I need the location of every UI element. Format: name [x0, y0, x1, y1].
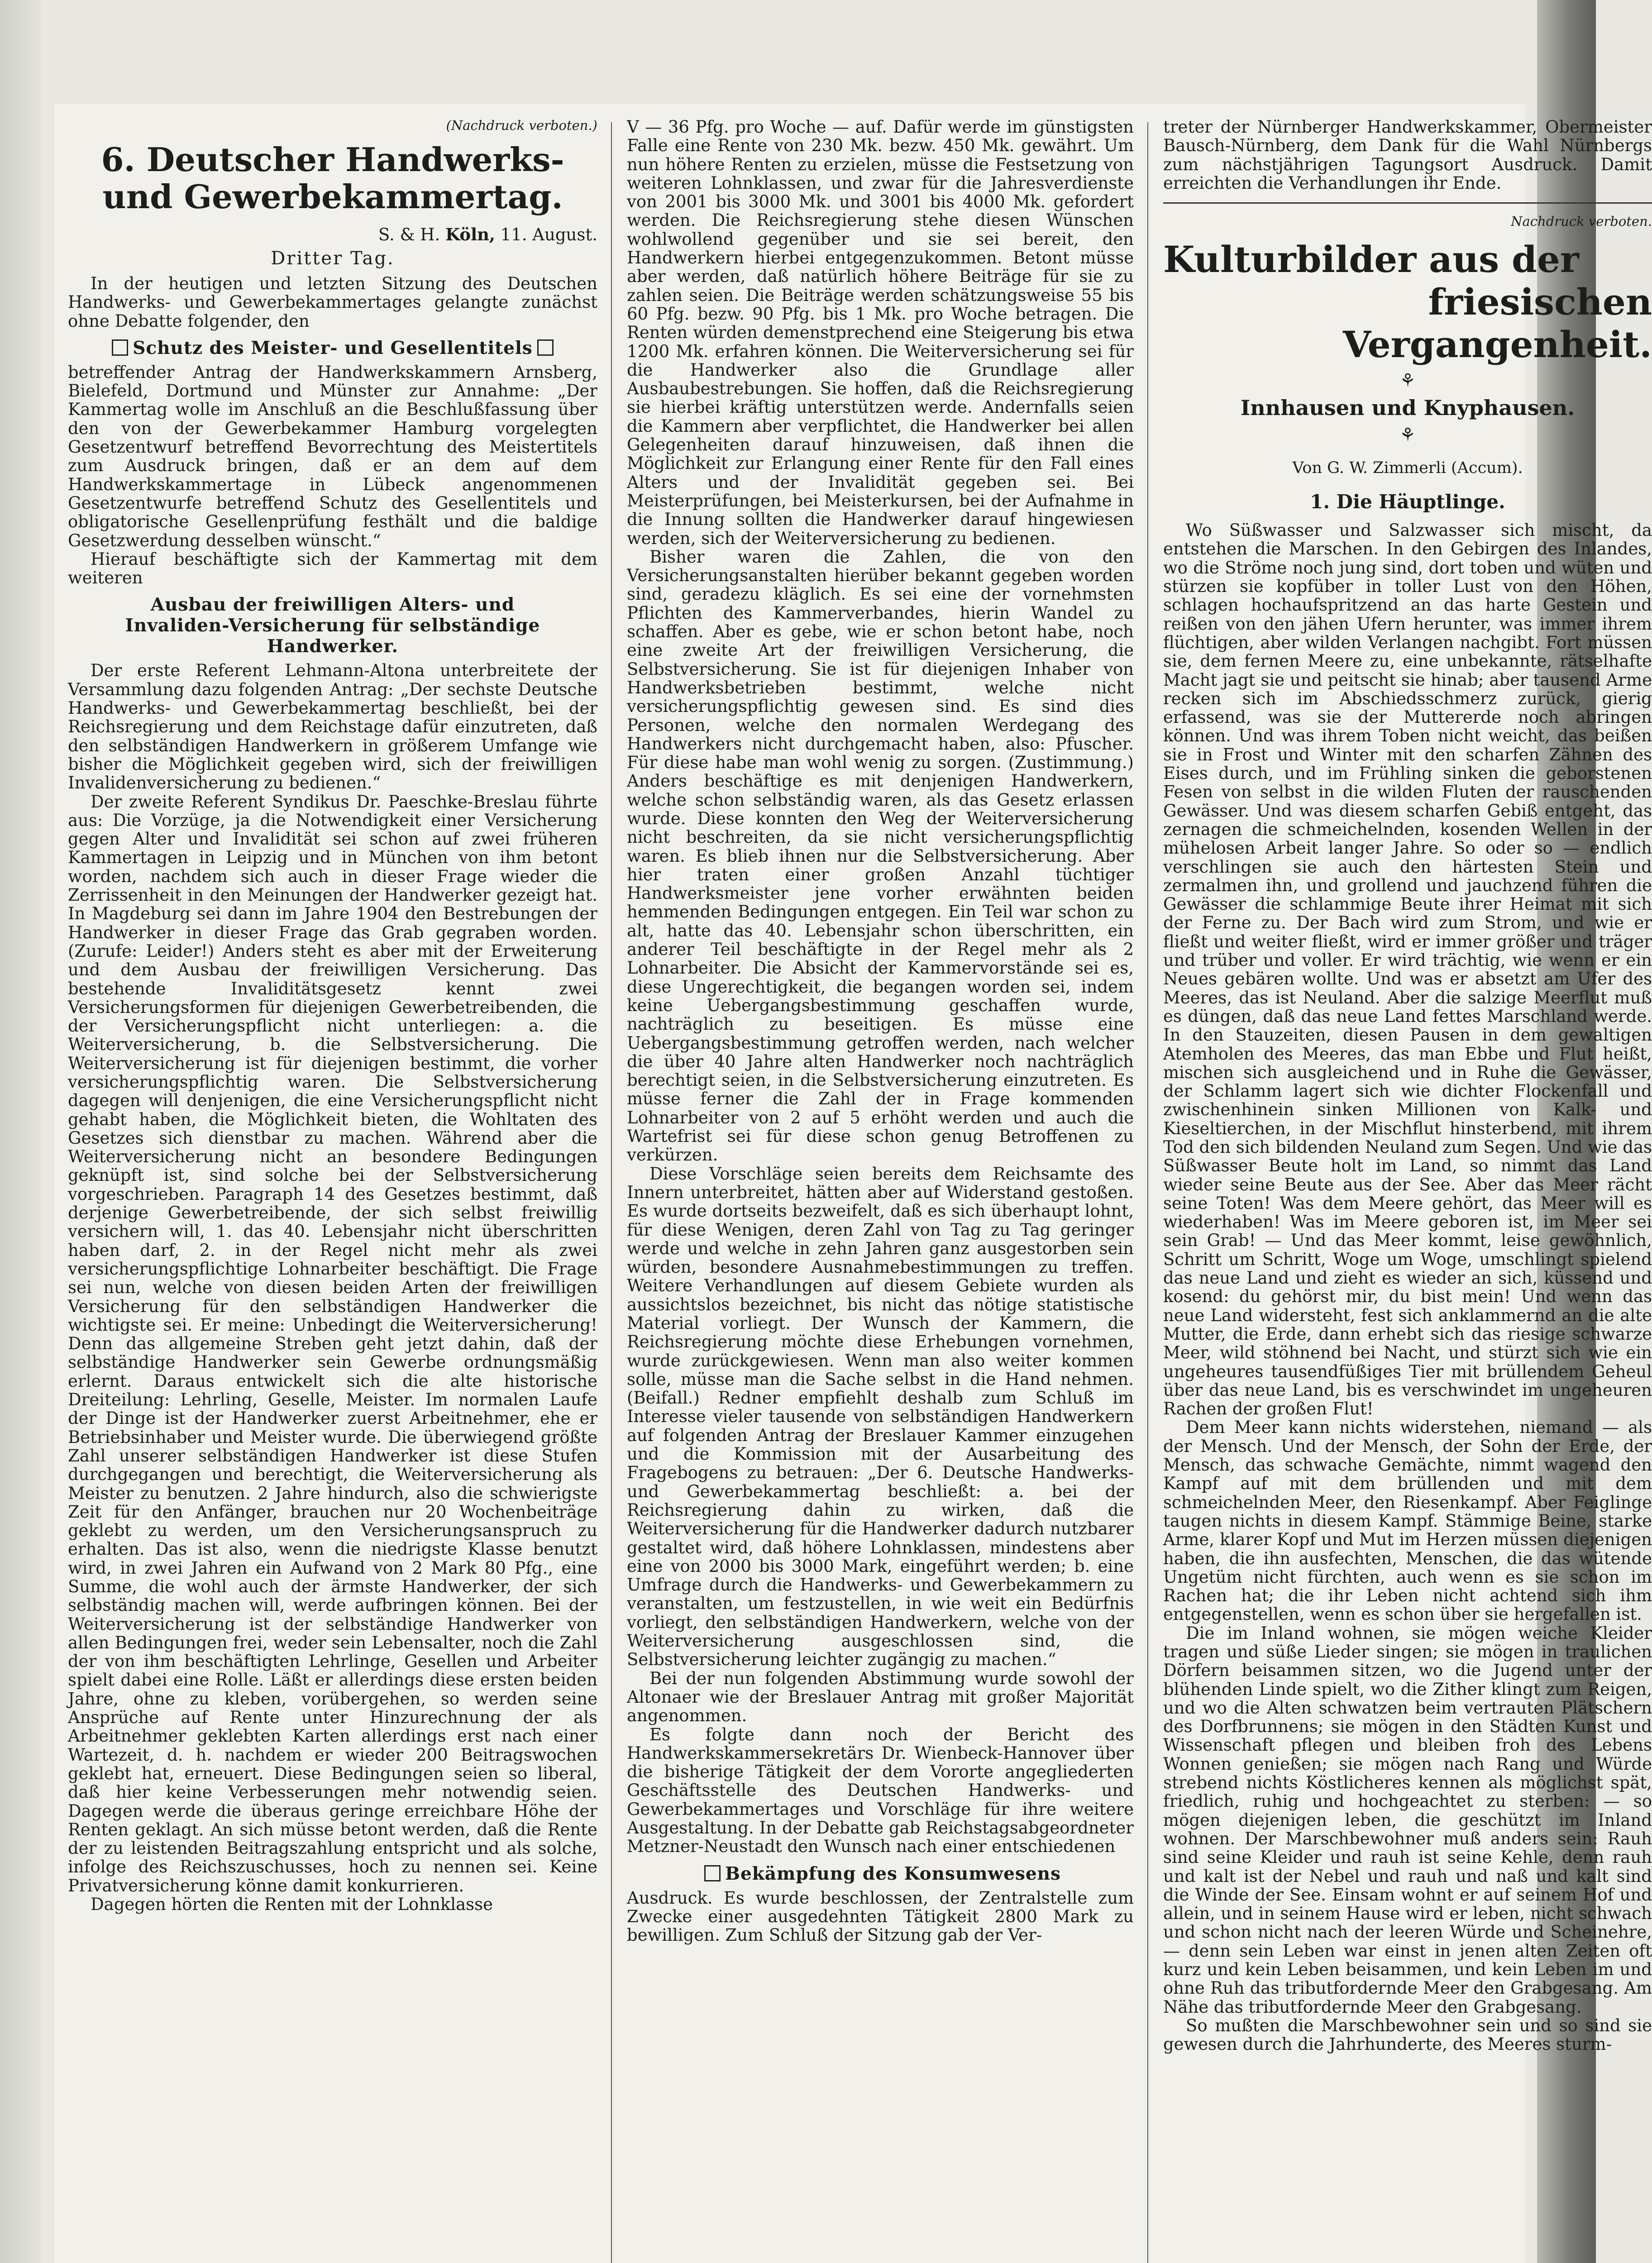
column-2	[627, 118, 1134, 2263]
column-3	[1163, 118, 1652, 2263]
paragraph: Bei der nun folgenden Abstimmung wurde sowohl der Altonaer wie der Breslauer Antrag mit großer Majorität angenommen.	[627, 1668, 1134, 1726]
dateline	[68, 224, 597, 244]
article-body	[68, 363, 597, 587]
box-ornament-icon	[112, 339, 128, 356]
article-title	[1163, 238, 1652, 366]
paragraph: Dagegen hörten die Renten mit der Lohnklasse	[91, 1895, 493, 1914]
section-heading	[68, 594, 597, 657]
paragraph: Ausdruck. Es wurde beschlossen, der Zentralstelle zum Zwecke einer ausgedehnten Tätigkeit 2800 Mark zu bewilligen. Zum Schluß der Sitzung gab der Ver-	[627, 1888, 1134, 1945]
paragraph: Die im Inland wohnen, sie mögen weiche Kleider tragen und süße Lieder singen; sie mögen in traulichen Dörfern beisammen sitzen, wo die Jugend unter der blühenden Linde spielt, wo die Zither klingt zum Reigen, und wo die Alten schwatzen beim vertrauten Plätschern des Dorfbrunnens; sie mögen in den Städten Kunst und Wissenschaft pflegen und bleiben froh des Lebens Wonnen genießen; sie mögen nach Rang und Würde strebend nichts Köstlicheres kennen als möglichst spät, friedlich, ruhig und hochgeachtet zu sterben: — so mögen diejenigen leben, die geschützt im Inland wohnen. Der Marschbewohner muß anders sein: Rauh sind seine Kleider und rauh ist seine Kehle, denn rauh und kalt ist der Nebel und rauh und naß und kalt sind die Winde der See. Einsam wohnt er auf seinem Hof und allein, und in seinem Hause wird er leben, nicht schwach und schon nicht nach der leeren Würde und Scheinehre, — denn sein Leben war einst in jenen alten Zeiten oft kurz und kein Leben beisammen, und kein Leben im und ohne Ruh das tributfordernde Meer den Grabgesang. Am Nähe das tributfordernde Meer den Grabgesang.	[1163, 1623, 1652, 2017]
article-body	[1163, 118, 1652, 192]
dateline-date: 11. August.	[500, 225, 597, 244]
box-ornament-icon	[704, 1865, 721, 1881]
paragraph: betreffender Antrag der Handwerkskammern Arnsberg, Bielefeld, Dortmund und Münster zur Annahme: „Der Kammertag wolle im Anschluß an die Beschlußfassung über den von der Gewerbekammer Hamburg vorgelegten Gesetzentwurf betreffend Bevorrechtung des Meistertitels zum Ausdruck bringen, daß er an dem auf dem Handwerkskammertage in Lübeck angenommenen Gesetzentwurfe betreffend Schutz des Gesellentitels und obligatorische Gesellenprüfung festhält und die baldige Gesetzwerdung desselben wünscht.“	[68, 362, 597, 550]
paragraph: Bisher waren die Zahlen, die von den Versicherungsanstalten hierüber bekannt gegeben worden sind, geradezu kläglich. Es sei eine der vornehmsten Pflichten des Kammerverbandes, hierin Wandel zu schaffen. Aber es gebe, wie er schon betont habe, noch eine zweite Art der freiwilligen Versicherung, die Selbstversicherung. Sie ist für diejenigen Inhaber von Handwerksbetrieben bestimmt, welche nicht versicherungspflichtig gewesen sind. Es sind dies Personen, welche den normalen Werdegang des Handwerkers nicht durchgemacht haben, also: Pfuscher. Für diese habe man wohl wenig zu sorgen. (Zustimmung.) Anders beschäftige es mit denjenigen Handwerkern, welche schon selbständig waren, als das Gesetz erlassen wurde. Diese konnten den Weg der Weiterversicherung nicht beschreiten, da sie nicht versicherungspflichtig waren. Es blieb ihnen nur die Selbstversicherung. Aber hier traten einer großen Anzahl tüchtiger Handwerksmeister jene vorher erwähnten beiden hemmenden Bedingungen entgegen. Ein Teil war schon zu alt, hatte das 40. Lebensjahr schon überschritten, ein anderer Teil beschäftigte in der Regel mehr als 2 Lohnarbeiter. Die Absicht der Kammervorstände sei es, diese Ungerechtigkeit, die begangen worden sei, indem keine Uebergangsbestimmung geschaffen wurde, nachträglich zu beseitigen. Es müsse eine Uebergangsbestimmung getroffen werden, nach welcher die über 40 Jahre alten Handwerker noch nachträglich berechtigt seien, in die Selbstversicherung einzutreten. Es müsse ferner die Zahl der in Frage kommenden Lohnarbeiter von 2 auf 5 erhöht werden und auch die Wartefrist sei für diese schon genug Betroffenen zu verkürzen.	[627, 547, 1134, 1165]
section-heading: 1. Die Häuptlinge.	[1310, 491, 1505, 513]
article-body	[627, 1889, 1134, 1945]
scan-margin-left	[0, 0, 41, 2263]
title-line: und Gewerbekammertag.	[102, 177, 563, 216]
paragraph: Diese Vorschläge seien bereits dem Reichsamte des Innern unterbreitet, hätten aber auf Widerstand gestoßen. Es wurde dortseits bezweifelt, daß es sich überhaupt lohnt, für diese Wenigen, deren Zahl von Tag zu Tag geringer werde und welche in zehn Jahren ganz ausgestorben sein würden, besondere Ausnahmebestimmungen zu treffen. Weitere Verhandlungen auf diesem Gebiete wurden als aussichtslos bezeichnet, bis nicht das nötige statistische Material vorliegt. Der Wunsch der Kammern, die Reichsregierung möchte diese Erhebungen vornehmen, wurde zurückgewiesen. Wenn man also weiter kommen solle, müsse man die Sache selbst in die Hand nehmen. (Beifall.) Redner empfiehlt deshalb zum Schluß im Interesse vieler tausende von selbständigen Handwerkern auf folgenden Antrag der Breslauer Kammer einzugehen und die Kommission mit der Ausarbeitung des Fragebogens zu betrauen: „Der 6. Deutsche Handwerks- und Gewerbekammertag beschließt: a. bei der Reichsregierung dahin zu wirken, daß die Weiterversicherung für die Handwerker dadurch nutzbarer gestaltet wird, daß höhere Lohnklassen, mindestens aber eine von 2000 bis 3000 Mark, eingeführt werden; b. eine Umfrage durch die Handwerks- und Gewerbekammern zu veranstalten, um festzustellen, in wie weit ein Bedürfnis vorliegt, den selbständigen Handwerkern, welche von der Weiterversicherung ausgeschlossen sind, die Selbstversicherung leichter zugängig zu machen.“	[627, 1164, 1134, 1670]
column-rule	[611, 122, 612, 2263]
title-line: friesischen Vergangenheit.	[1343, 281, 1652, 366]
paragraph: Es folgte dann noch der Bericht des Handwerkskammersekretärs Dr. Wienbeck-Hannover über die bisherige Tätigkeit der dem Vororte angegliederten Geschäftsstelle des Deutschen Handwerks- und Gewerbekammertages und Vorschläge für ihre weitere Ausgestaltung. In der Debatte gab Reichstagsabgeordneter Metzner-Neustadt den Wunsch nach einer entschiedenen	[627, 1724, 1134, 1857]
paragraph: In der heutigen und letzten Sitzung des Deutschen Handwerks- und Gewerbekammertages gelangte zunächst ohne Debatte folgender, den	[68, 274, 597, 331]
paragraph: So mußten die Marschbewohner sein und so sind sie gewesen durch die Jahrhunderte, des Meeres sturm-	[1163, 2015, 1652, 2054]
section-heading	[68, 338, 597, 358]
paragraph: Hierauf beschäftigte sich der Kammertag mit dem weiteren	[68, 549, 597, 588]
paragraph: treter der Nürnberger Handwerkskammer, Obermeister Bausch-Nürnberg, dem Dank für die Wahl Nürnbergs zum nächstjährigen Tagungsort Ausdruck. Damit erreichten die Verhandlungen ihr Ende.	[1163, 117, 1652, 193]
paragraph: Der erste Referent Lehmann-Altona unterbreitete der Versammlung dazu folgenden Antrag: „Der sechste Deutsche Handwerks- und Gewerbekammertag beschließt, bei der Reichsregierung und dem Reichstage dafür einzutreten, daß den selbständigen Handwerkern in größerem Umfange wie bisher die Möglichkeit gegeben wird, sich der freiwilligen Invalidenversicherung zu bedienen.“	[68, 661, 597, 793]
author-line: Von G. W. Zimmerli (Accum).	[1292, 459, 1523, 477]
flower-ornament-icon: ⚘	[1399, 370, 1416, 391]
paragraph: V — 36 Pfg. pro Woche — auf. Dafür werde im günstigsten Falle eine Rente von 230 Mk. bezw. 450 Mk. gewährt. Um nun höhere Renten zu erzielen, müsse die Festsetzung von weiteren Lohnklassen, und zwar für die Jahresverdienste von 2001 bis 3000 Mk. und 3001 bis 4000 Mk. gefordert werden. Die Reichsregierung stehe diesen Wünschen wohlwollend gegenüber und sie sei bereit, den Handwerkern hierbei entgegenzukommen. Betont müsse aber werden, daß natürlich höhere Beiträge für sie zu zahlen seien. Die Beiträge werden schätzungsweise 55 bis 60 Pfg. bezw. 90 Pfg. bis 1 Mk. pro Woche betragen. Die Renten würden demenstprechend eine Steigerung bis etwa 1200 Mk. erfahren können. Die Weiterversicherung sei für die Handwerker also die Grundlage aller Ausbaubestrebungen. Sie hoffen, daß die Reichsregierung sie hierbei kräftig unterstützen werde. Andernfalls seien die Kammern aber verpflichtet, die Handwerker bei allen Gelegenheiten darauf hinzuweisen, daß ihnen die Möglichkeit zur Erlangung einer Rente für den Fall eines Alters und der Invalidität gegeben sei. Bei Meisterprüfungen, bei Meisterkursen, bei der Aufnahme in die Innung sollten die Handwerker darauf hingewiesen werden, sich der Weiterversicherung zu bedienen.	[627, 117, 1134, 548]
dateline-city: Köln,	[445, 224, 495, 244]
newspaper-page	[54, 104, 1652, 2263]
flower-ornament-icon: ⚘	[1399, 425, 1416, 446]
heading-text: Schutz des Meister- und Gesellentitels	[133, 337, 533, 358]
heading-line: Ausbau der freiwilligen Alters- und	[150, 594, 515, 616]
column-rule	[1147, 122, 1148, 2263]
reprint-notice: Nachdruck verboten.	[1511, 214, 1652, 229]
article-body	[68, 661, 597, 1914]
section-heading	[627, 1863, 1134, 1884]
box-ornament-icon	[537, 339, 554, 356]
title-line: 6. Deutscher Handwerks-	[101, 140, 564, 179]
article-body	[68, 274, 597, 330]
day-heading: Dritter Tag.	[271, 248, 395, 269]
paragraph: Wo Süßwasser und Salzwasser sich mischt, da entstehen die Marschen. In den Gebirgen des Inlandes, wo die Ströme noch jung sind, dort toben und wüten und stürzen sie kopfüber in toller Lust von den Höhen, schlagen hochaufspritzend an das harte Gestein und reißen von den jähen Ufern herunter, was immer ihrem flüchtigen, aber wilden Verlangen nachgibt. Fort müssen sie, dem fernen Meere zu, eine unbekannte, rätselhafte Macht jagt sie und peitscht sie hinab; aber tausend Arme recken sich im Abschiedsschmerz zurück, gierig erfassend, was sie der Muttererde noch abringen können. Und was ihrem Toben nicht weicht, das beißen sie in Frost und Winter mit den scharfen Zähnen des Eises durch, und im Frühling sinken die geborstenen Fesen von selbst in die wilden Fluten der rauschenden Gewässer. Und was diesem scharfen Gebiß entgeht, das zernagen die schmeichelnden, kosenden Wellen in der mühelosen Arbeit langer Jahre. So oder so — endlich verschlingen sie auch den härtesten Stein und zermalmen ihn, und grollend und jauchzend führen die Gewässer die schlammige Beute ihrer Heimat mit sich der Ferne zu. Der Bach wird zum Strom, und wie er fließt und weiter fließt, wird er immer größer und träger und trüber und voller. Er wird trächtig, wie wenn er ein Neues gebären wollte. Und was er absetzt am Ufer des Meeres, das ist Neuland. Aber die salzige Meerflut muß es düngen, daß das neue Land fettes Marschland werde. In den Stauzeiten, diesen Pausen in dem gewaltigen Atemholen des Meeres, das man Ebbe und Flut heißt, mischen sich ausgleichend und in Ruhe die Gewässer, der Schlamm lagert sich wie dichter Flockenfall und zwischenhinein sinken Millionen von Kalk- und Kieseltierchen, in der Mischflut hinsterbend, mit ihrem Tod den sich bildenden Neuland zum Segen. Und wie das Süßwasser Beute holt im Land, so nimmt das Land wieder seine Beute aus der See. Aber das Meer rächt seine Toten! Was dem Meere gehört, das Meer will es wiederhaben! Was im Meere geboren ist, im Meer sei sein Grab! — Und das Meer kommt, leise gewöhnlich, Schritt um Schritt, Woge um Woge, umschlingt spielend das neue Land und zieht es wieder an sich, küssend und kosend: du gehörst mir, du bist mein! Und wenn das neue Land widersteht, fest sich anklammernd an die alte Mutter, die Erde, dann erhebt sich das riesige schwarze Meer, wild stöhnend bei Nacht, und stürzt sich wie ein ungeheures tausendfüßiges Tier mit brüllendem Geheul über das neue Land, bis es verschwindet im ungeheuren Rachen der großen Flut!	[1163, 520, 1652, 1419]
article-subtitle: Innhausen und Knyphausen.	[1240, 396, 1575, 420]
column-1	[68, 118, 597, 2263]
heading-line: Invaliden-Versicherung für selbständige	[125, 615, 540, 636]
reprint-notice: (Nachdruck verboten.)	[446, 118, 597, 133]
divider	[1163, 202, 1652, 204]
heading-text: Bekämpfung des Konsumwesens	[725, 1863, 1061, 1884]
agency-tag: S. & H.	[378, 225, 440, 244]
article-title	[68, 141, 597, 215]
heading-line: Handwerker.	[267, 636, 399, 657]
paragraph: Der zweite Referent Syndikus Dr. Paeschke-Breslau führte aus: Die Vorzüge, ja die Notwendigkeit einer Versicherung gegen Alter und Invalidität sei schon auf zwei früheren Kammertagen in Leipzig und in München von ihm betont worden, nachdem sich auch in dieser Frage wieder die Zerrissenheit in den Meinungen der Handwerker gezeigt hat. In Magdeburg sei dann im Jahre 1904 den Bestrebungen der Handwerker in dieser Frage das Grab gegraben worden. (Zurufe: Leider!) Anders steht es aber mit der Erweiterung und dem Ausbau der freiwilligen Versicherung. Das bestehende Invaliditätsgesetz kennt zwei Versicherungsformen für diejenigen Gewerbetreibenden, die der Versicherungspflicht nicht unterliegen: a. die Weiterversicherung, b. die Selbstversicherung. Die Weiterversicherung ist für diejenigen bestimmt, die vorher versicherungspflichtig waren. Die Selbstversicherung dagegen will denjenigen, die eine Versicherungspflicht nicht gehabt haben, die Möglichkeit bieten, die Wohltaten des Gesetzes sich dienstbar zu machen. Während aber die Weiterversicherung nicht an besondere Bedingungen geknüpft ist, sind solche bei der Selbstversicherung vorgeschrieben. Paragraph 14 des Gesetzes bestimmt, daß derjenige Gewerbetreibende, der sich selbst freiwillig versichern will, 1. das 40. Lebensjahr nicht überschritten haben darf, 2. in der Regel nicht mehr als zwei versicherungspflichtige Lohnarbeiter beschäftigt. Die Frage sei nun, welche von diesen beiden Arten der freiwilligen Versicherung für den selbständigen Handwerker die wichtigste sei. Er meine: Unbedingt die Weiterversicherung! Denn das allgemeine Streben geht jetzt dahin, daß der selbständige Handwerker sein Gewerbe ordnungsmäßig erlernt. Daraus entwickelt sich die alte historische Dreiteilung: Lehrling, Geselle, Meister. Im normalen Laufe der Dinge ist der Handwerker zuerst Arbeitnehmer, ehe er Betriebsinhaber und Meister wurde. Die überwiegend größte Zahl unserer selbständigen Handwerker ist diese Stufen durchgegangen und berechtigt, die Weiterversicherung als Meister zu benutzen. 2 Jahre hindurch, also die schwierigste Zeit für den Anfänger, brauchen nur 20 Wochenbeiträge geklebt zu werden, um den Versicherungsanspruch zu erhalten. Das ist also, wenn die niedrigste Klasse benutzt wird, in zwei Jahren ein Aufwand von 2 Mark 80 Pfg., eine Summe, die wohl auch der ärmste Handwerker, der sich selbständig machen will, werde aufbringen können. Bei der Weiterversicherung ist der selbständige Handwerker von allen Bedingungen frei, weder sein Lebensalter, noch die Zahl der von ihm beschäftigten Lehrlinge, Gesellen und Arbeiter spielt dabei eine Rolle. Läßt er allerdings diese ersten beiden Jahre, ohne zu kleben, vorübergehen, so werden seine Ansprüche auf Rente unter Hinzurechnung der als Arbeitnehmer geklebten Karten allerdings erst nach einer Wartezeit, d. h. nachdem er wieder 200 Beitragswochen geklebt hat, erneuert. Diese Bedingungen seien so liberal, daß hier keine Verbesserungen mehr notwendig seien. Dagegen werde die überaus geringe erreichbare Höhe der Renten geklagt. An sich müsse betont werden, daß die Rente der zu leistenden Beitragszahlung entspricht und als solche, infolge des Reichszuschusses, hoch zu nennen sei. Keine Privatversicherung könne damit konkurrieren.	[68, 792, 597, 1895]
article-body	[627, 118, 1134, 1856]
paragraph: Dem Meer kann nichts widerstehen, niemand — als der Mensch. Und der Mensch, der Sohn der Erde, der Mensch, das schwache Gemächte, nimmt wagend den Kampf auf mit dem brüllenden und mit dem schmeichelnden Meer, den Riesenkampf. Aber Feiglinge taugen nichts in diesem Kampf. Stämmige Beine, starke Arme, klarer Kopf und Mut im Herzen müssen diejenigen haben, die ihn ausfechten, Menschen, die das wütende Ungetüm nicht fürchten, auch wenn es sie schon im Rachen hat; die ihr Leben nicht achtend sich ihm entgegenstellen, wenn es schon über sie hergefallen ist.	[1163, 1418, 1652, 1624]
title-line: Kulturbilder aus der	[1163, 238, 1580, 281]
article-body	[1163, 521, 1652, 2053]
